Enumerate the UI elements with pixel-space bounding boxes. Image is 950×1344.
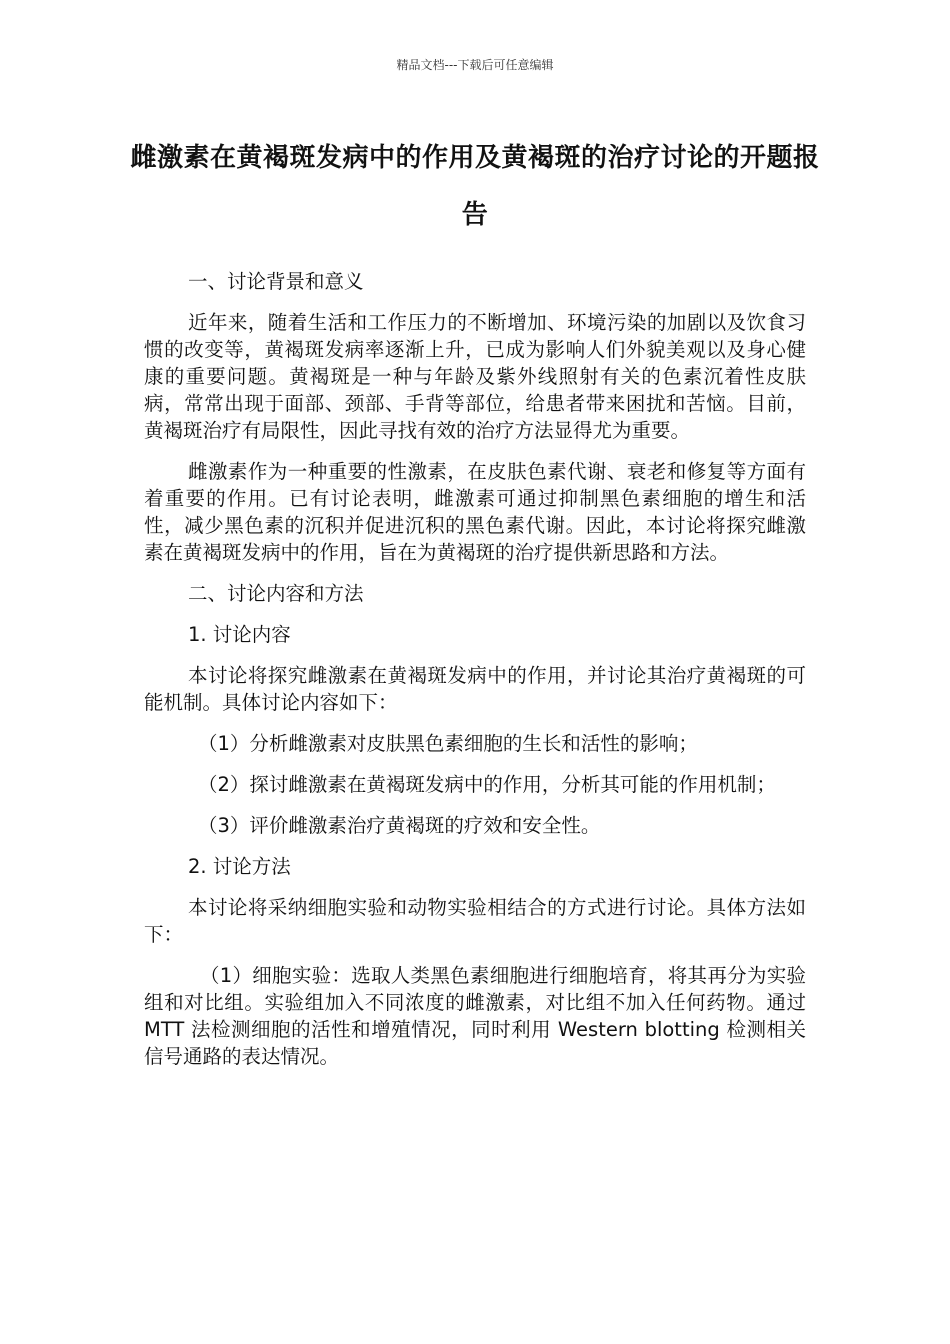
paragraph-estrogen-role: 雌激素作为一种重要的性激素，在皮肤色素代谢、衰老和修复等方面有着重要的作用。已有讨论表明，雌激素可通过抑制黑色素细胞的增生和活性，减少黑色素的沉积并促进沉积的黑色素代谢。因此，本讨论将探究雌激素在黄褐斑发病中的作用，旨在为黄褐斑的治疗提供新思路和方法。 (144, 460, 806, 564)
subheading-research-content: 1. 讨论内容 (188, 623, 291, 646)
paragraph-background: 近年来，随着生活和工作压力的不断增加、环境污染的加剧以及饮食习惯的改变等，黄褐斑发病率逐渐上升，已成为影响人们外貌美观以及身心健康的重要问题。黄褐斑是一种与年龄及紫外线照射有关的色素沉着性皮肤病，常常出现于面部、颈部、手背等部位，给患者带来困扰和苦恼。目前，黄褐斑治疗有局限性，因此寻找有效的治疗方法显得尤为重要。 (144, 311, 806, 442)
list-item: （3）评价雌激素治疗黄褐斑的疗效和安全性。 (198, 814, 601, 837)
subheading-research-methods: 2. 讨论方法 (188, 855, 291, 878)
document-title: 雌激素在黄褐斑发病中的作用及黄褐斑的治疗讨论的开题报告 (130, 143, 820, 230)
section-heading-background: 一、讨论背景和意义 (188, 270, 364, 293)
page-header-watermark: 精品文档---下载后可任意编辑 (396, 58, 554, 72)
document-body (144, 268, 806, 1070)
paragraph-research-content: 本讨论将探究雌激素在黄褐斑发病中的作用，并讨论其治疗黄褐斑的可能机制。具体讨论内容如下： (144, 664, 806, 714)
paragraph-research-methods: 本讨论将采纳细胞实验和动物实验相结合的方式进行讨论。具体方法如下： (144, 896, 806, 946)
paragraph-cell-experiment: （1）细胞实验：选取人类黑色素细胞进行细胞培育，将其再分为实验组和对比组。实验组加入不同浓度的雌激素，对比组不加入任何药物。通过 MTT 法检测细胞的活性和增殖情况，同时利用 Western blotting 检测相关信号通路的表达情况。 (144, 964, 806, 1068)
section-heading-content-methods: 二、讨论内容和方法 (188, 582, 364, 605)
list-item: （1）分析雌激素对皮肤黑色素细胞的生长和活性的影响； (198, 732, 698, 755)
list-item: （2）探讨雌激素在黄褐斑发病中的作用，分析其可能的作用机制； (198, 773, 776, 796)
